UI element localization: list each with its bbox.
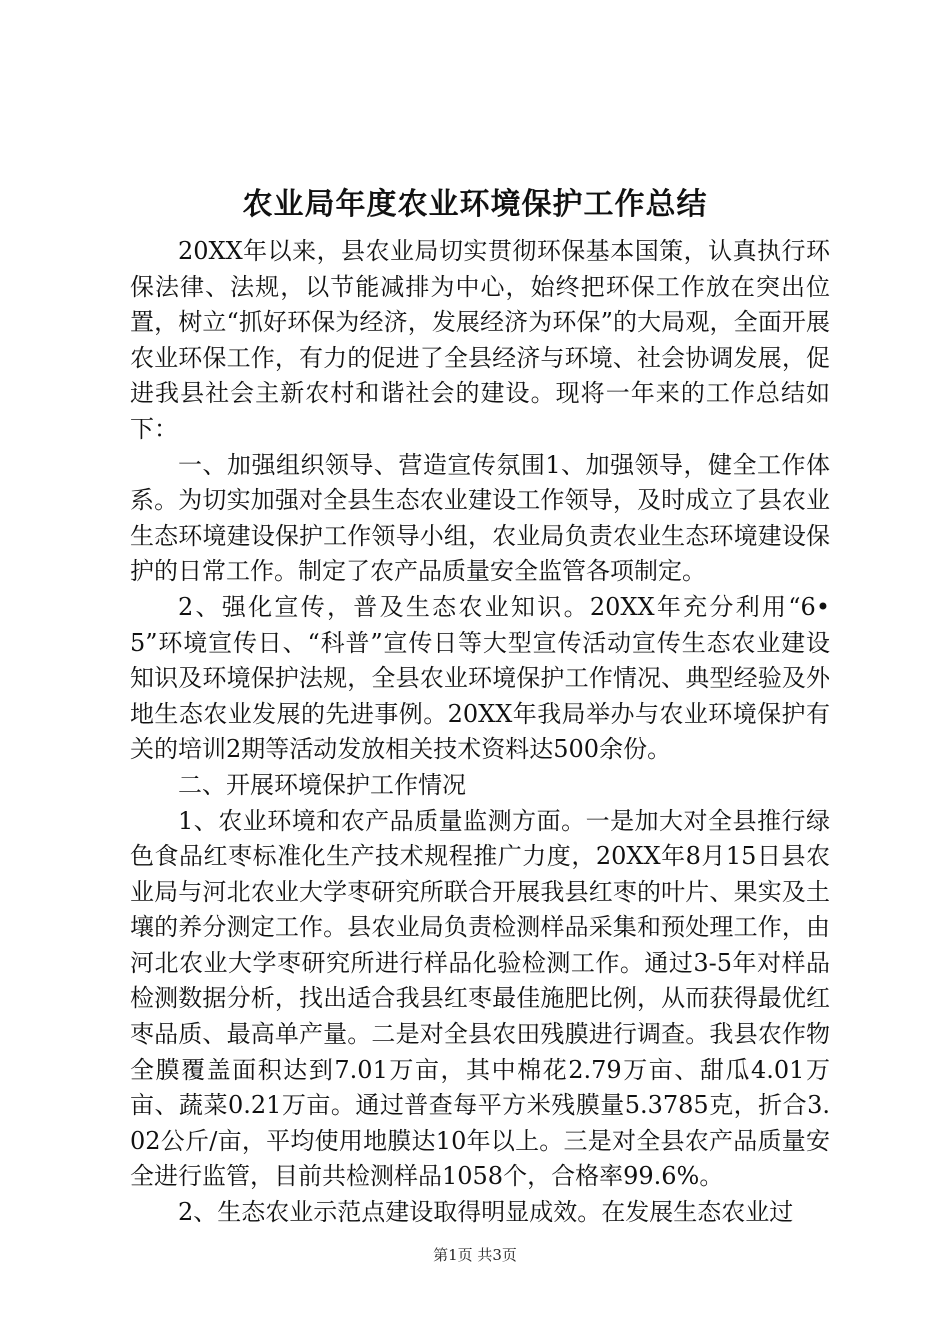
paragraph-section-1: 一、加强组织领导、营造宣传氛围1、加强领导，健全工作体系。为切实加强对全县生态农业建设工作领导，及时成立了县农业生态环境建设保护工作领导小组，农业局负责农业生态环境建设保护的日常工作。制定了农产品质量安全监管各项制定。 bbox=[130, 450, 830, 586]
paragraph-demonstration: 2、生态农业示范点建设取得明显成效。在发展生态农业过 bbox=[178, 1198, 794, 1227]
page-number: 第1页 共3页 bbox=[433, 1246, 517, 1264]
section-heading-2: 二、开展环境保护工作情况 bbox=[178, 770, 466, 799]
document-body bbox=[130, 234, 830, 1231]
paragraph-publicity: 2、强化宣传，普及生态农业知识。20XX年充分利用“6•5”环境宣传日、“科普”宣传日等大型宣传活动宣传生态农业建设知识及环境保护法规，全县农业环境保护工作情况、典型经验及外地生态农业发展的先进事例。20XX年我局举办与农业环境保护有关的培训2期等活动发放相关技术资料达500余份。 bbox=[130, 592, 830, 764]
document-title: 农业局年度农业环境保护工作总结 bbox=[242, 187, 708, 222]
paragraph-monitoring: 1、农业环境和农产品质量监测方面。一是加大对全县推行绿色食品红枣标准化生产技术规程推广力度，20XX年8月15日县农业局与河北农业大学枣研究所联合开展我县红枣的叶片、果实及土壤的养分测定工作。县农业局负责检测样品采集和预处理工作，由河北农业大学枣研究所进行样品化验检测工作。通过3-5年对样品检测数据分析，找出适合我县红枣最佳施肥比例，从而获得最优红枣品质、最高单产量。二是对全县农田残膜进行调查。我县农作物全膜覆盖面积达到7.01万亩，其中棉花2.79万亩、甜瓜4.01万亩、蔬菜0.21万亩。通过普查每平方米残膜量5.3785克，折合3.02公斤/亩，平均使用地膜达10年以上。三是对全县农产品质量安全进行监管，目前共检测样品1058个，合格率99.6%。 bbox=[130, 806, 830, 1191]
paragraph-intro: 20XX年以来，县农业局切实贯彻环保基本国策，认真执行环保法律、法规，以节能减排为中心，始终把环保工作放在突出位置，树立“抓好环保为经济，发展经济为环保”的大局观，全面开展农业环保工作，有力的促进了全县经济与环境、社会协调发展，促进我县社会主新农村和谐社会的建设。现将一年来的工作总结如下： bbox=[130, 237, 830, 443]
